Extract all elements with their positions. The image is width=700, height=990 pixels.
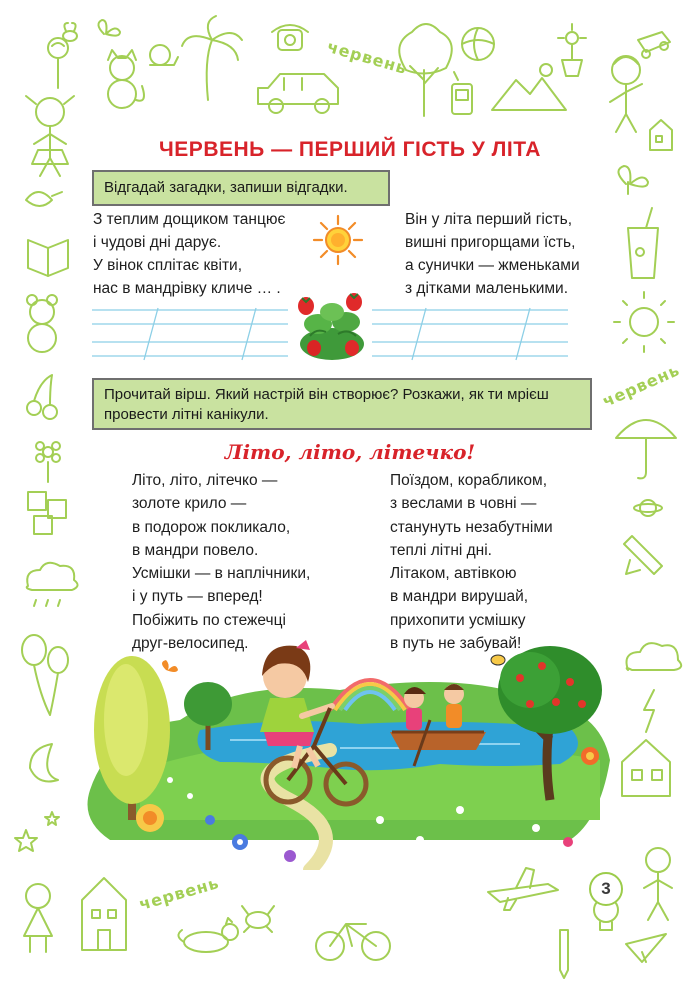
book-icon (28, 240, 68, 276)
house-right-icon (622, 740, 670, 796)
task-riddles-instruction: Відгадай загадки, запиши відгадки. (92, 170, 390, 206)
rocket-icon (624, 536, 662, 574)
poem-line: і у путь — вперед! (132, 588, 263, 606)
task-poem-instruction: Прочитай вірш. Який настрій він створює? Розкажи, як ти мрієш провести літні канікули. (92, 378, 592, 430)
toy-car-icon (638, 32, 670, 58)
sun-illustration (310, 212, 366, 268)
riddle-line: У вінок сплітає квіти, (93, 257, 243, 274)
lemonade-glass-icon (628, 208, 658, 278)
planet-icon (634, 500, 662, 516)
strawberry-plant-illustration (292, 284, 372, 364)
poem-title: Літо, літо, літечко! (224, 440, 476, 464)
poem-line: Літо, літо, літечко — (132, 472, 278, 489)
poem-line: друг-велосипед. (132, 635, 249, 653)
girl-doll-icon (24, 884, 52, 952)
riddle-line: а сунички — жменьками (405, 257, 580, 274)
stars-icon (15, 812, 59, 851)
riddle-line: вишні пригорщами їсть, (405, 234, 576, 251)
stick-boy-icon (644, 848, 672, 920)
riddle-left (93, 208, 285, 300)
cat-icon (108, 50, 144, 108)
page-title: ЧЕРВЕНЬ — ПЕРШИЙ ГІСТЬ У ЛІТА (159, 138, 541, 161)
poem-line: в подорож покликало, (132, 518, 291, 536)
bee-icon (63, 23, 77, 41)
sun-doodle-icon (614, 292, 674, 352)
butterfly-icon (98, 20, 120, 36)
rain-cloud-icon (27, 563, 78, 606)
poem-line: Поїздом, корабликом, (390, 472, 548, 489)
riddle-line: Він у літа перший гість, (405, 211, 573, 228)
riddle-line: з дітками маленькими. (405, 280, 568, 297)
poem-line: Побіжить по стежечці (132, 611, 286, 629)
palm-tree-icon (182, 16, 242, 100)
poem-line: теплі літні дні. (390, 541, 492, 559)
poem-line: в путь не забувай! (390, 635, 522, 653)
car-icon (258, 74, 338, 113)
teddy-bear-icon (27, 295, 57, 352)
answer-lines-right[interactable] (372, 306, 568, 364)
riddle-line: З теплим дощиком танцює (93, 211, 286, 228)
poem-line: з веслами в човні — (390, 495, 537, 513)
tower-house-icon (82, 878, 126, 950)
doodle-word-top: червень (324, 37, 410, 78)
boy-icon (610, 56, 642, 132)
girl-icon (26, 96, 74, 176)
flower-pot-icon (558, 24, 586, 76)
bird-icon (26, 192, 62, 206)
poem-line: прихопити усмішку (390, 611, 526, 629)
alphabet-blocks-icon (28, 492, 66, 534)
pencil-icon (560, 930, 568, 978)
cat-lying-icon (178, 918, 238, 952)
poem-line: в мандри повело. (132, 541, 259, 559)
cloud-icon (627, 643, 682, 670)
tree-icon (399, 24, 452, 116)
summer-scene-illustration (80, 620, 620, 870)
paper-plane-icon (626, 934, 666, 962)
cherries-icon (27, 375, 57, 419)
doodle-word-right: червень (599, 360, 683, 411)
mountains-icon (492, 64, 566, 110)
poem-line: Усмішки — в наплічники, (132, 565, 311, 583)
riddle-line: нас в мандрівку кличе … . (93, 280, 281, 297)
poem-line: станунуть незабутніми (390, 518, 553, 536)
answer-lines-left[interactable] (92, 306, 288, 364)
page-number: 3 (589, 872, 623, 906)
snail-icon (150, 45, 178, 65)
lollipop-icon (48, 38, 68, 88)
poem-line: Літаком, автівкою (390, 565, 517, 583)
doodle-word-bottom: червень (136, 873, 222, 914)
moon-icon (30, 744, 58, 782)
telephone-icon (272, 25, 308, 50)
mobile-phone-icon (452, 72, 472, 114)
airplane-icon (488, 868, 558, 910)
poem-line: золоте крило — (132, 495, 247, 513)
riddle-right (405, 208, 580, 300)
ball-icon (462, 28, 494, 60)
balloons-icon (22, 635, 68, 715)
poem-line: в мандри вирушай, (390, 588, 529, 606)
lightning-icon (644, 690, 654, 732)
crab-icon (242, 906, 274, 932)
bicycle-icon (316, 924, 390, 960)
riddle-line: і чудові дні дарує. (93, 234, 222, 251)
butterfly-right-icon (618, 166, 648, 194)
